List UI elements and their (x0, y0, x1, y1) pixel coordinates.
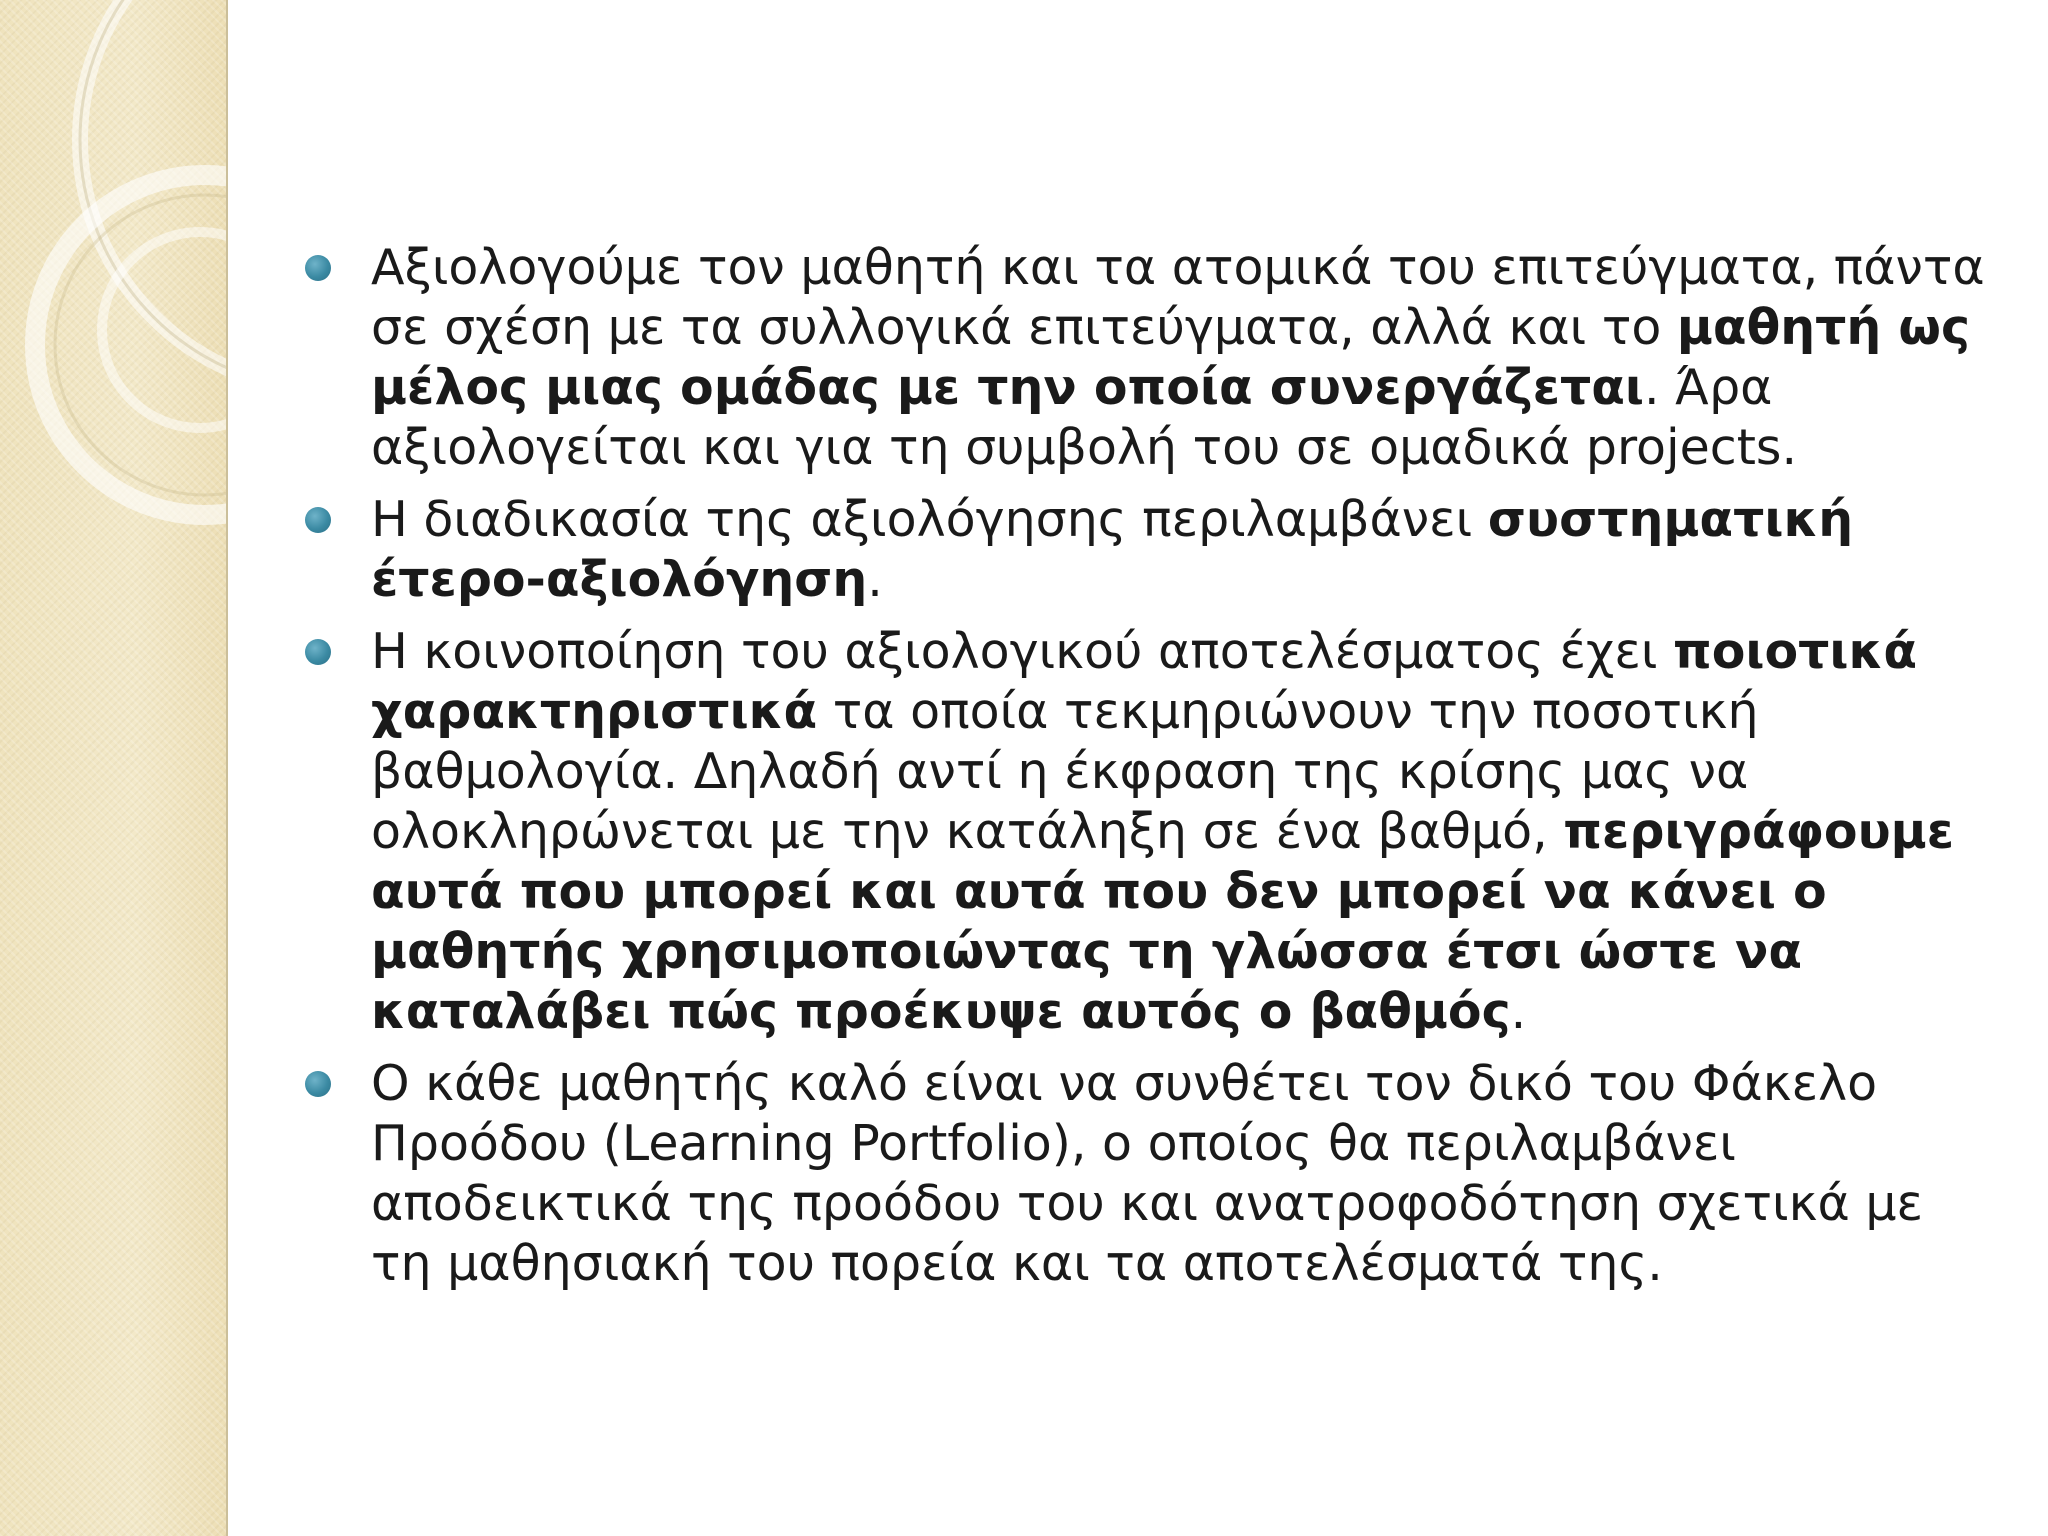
text-segment: Η κοινοποίηση του αξιολογικού αποτελέσματος έχει (371, 623, 1673, 680)
bullet-dot-icon (305, 1071, 331, 1097)
bold-text-segment: ποιοτικά χαρακτηριστικά (371, 623, 1918, 740)
text-segment: Ο κάθε μαθητής καλό είναι να συνθέτει τον δικό του Φάκελο Προόδου (Learning Portfolio), ο οποίος θα περιλαμβάνει αποδεικτικά της προόδου του και ανατροφοδότηση σχετικά με τη μαθησιακή του πορεία και τα αποτελέσματά της. (371, 1055, 1924, 1292)
bullet-text (371, 1055, 1923, 1292)
bullet-item-2 (305, 490, 1985, 610)
decorative-side-panel (0, 0, 226, 1536)
bold-text-segment: μαθητή ως μέλος μιας ομάδας με την οποία συνεργάζεται (371, 299, 1970, 416)
decorative-rings (0, 0, 226, 1536)
bullet-item-1 (305, 238, 1985, 478)
bold-text-segment: συστηματική έτερο-αξιολόγηση (371, 491, 1854, 608)
panel-divider (226, 0, 228, 1536)
text-segment: . (1510, 983, 1527, 1040)
text-segment: Αξιολογούμε τον μαθητή και τα ατομικά του επιτεύγματα, πάντα σε σχέση με τα συλλογικά επιτεύγματα, αλλά και το (371, 239, 1985, 356)
bullet-list (305, 238, 1985, 1306)
bullet-text (371, 239, 1985, 476)
bullet-dot-icon (305, 639, 331, 665)
text-segment: τα οποία τεκμηριώνουν την ποσοτική βαθμολογία. Δηλαδή αντί η έκφραση της κρίσης μας να ολοκληρώνεται με την κατάληξη σε ένα βαθμό, (371, 683, 1759, 860)
bullet-dot-icon (305, 507, 331, 533)
text-segment: . Άρα αξιολογείται και για τη συμβολή του σε ομαδικά projects. (371, 359, 1798, 476)
text-segment: Η διαδικασία της αξιολόγησης περιλαμβάνει (371, 491, 1488, 548)
bullet-item-4 (305, 1054, 1985, 1294)
bullet-text (371, 623, 1954, 1040)
bullet-text (371, 491, 1853, 608)
bullet-dot-icon (305, 255, 331, 281)
text-segment: . (867, 551, 883, 608)
bold-text-segment: περιγράφουμε αυτά που μπορεί και αυτά που δεν μπορεί να κάνει ο μαθητής χρησιμοποιώντας τη γλώσσα έτσι ώστε να καταλάβει πώς προέκυψε αυτός ο βαθμός (371, 803, 1955, 1040)
bullet-item-3 (305, 622, 1985, 1042)
